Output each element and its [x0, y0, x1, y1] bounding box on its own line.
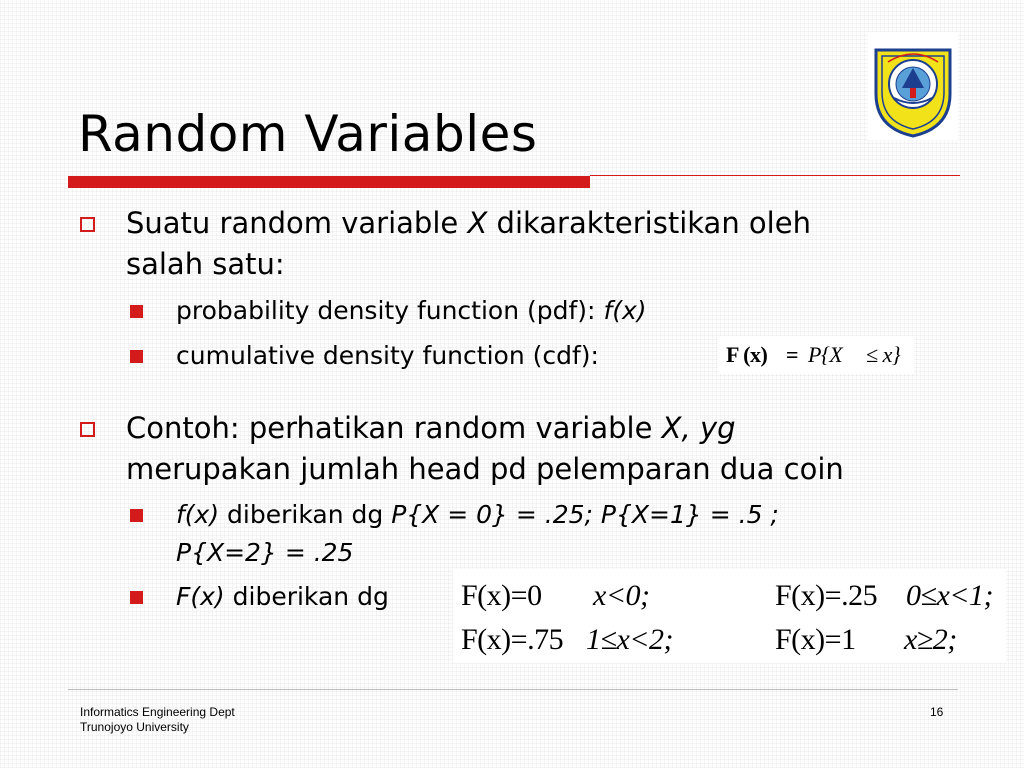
piecewise-r2-left-cond: 1≤x<2; [586, 623, 674, 656]
piecewise-r2-left: F(x)=.75 [461, 623, 564, 656]
slide-title: Random Variables [78, 105, 538, 163]
bullet-1-pre: Suatu random variable [126, 206, 468, 240]
pmf-values-2: P{X=2} = .25 [176, 538, 354, 567]
cdf-formula-lhs: F (x) [726, 342, 768, 367]
piecewise-r1-right-cond: 0≤x<1; [906, 579, 994, 612]
bullet-2-text [126, 408, 1006, 490]
bullet-1-sub-1 [176, 292, 647, 330]
pmf-label: diberikan dg [219, 500, 392, 529]
pmf-values-1: P{X = 0} = .25; P{X=1} = .5 ; [391, 500, 779, 529]
page-number: 16 [930, 705, 944, 719]
bullet-1-text [126, 203, 976, 285]
bullet-1-post: dikarakteristikan oleh [487, 206, 811, 240]
cdf-formula-rhs: P{X [808, 342, 843, 367]
cdf-formula-rel: ≤ x} [866, 342, 901, 367]
footer-department [80, 705, 235, 735]
cdf-given-label: diberikan dg [224, 582, 389, 611]
hollow-square-bullet-icon [80, 422, 95, 437]
pdf-expr: f(x) [603, 296, 647, 325]
pmf-expr: f(x) [176, 500, 220, 529]
bullet-1-line2: salah satu: [126, 247, 285, 281]
cdf-label: cumulative density function (cdf): [176, 341, 599, 370]
piecewise-r2-right: F(x)=1 [775, 623, 856, 656]
bullet-1-sub-2 [176, 337, 599, 375]
piecewise-r1-right: F(x)=.25 [775, 579, 878, 612]
pdf-label: probability density function (pdf): [176, 296, 604, 325]
title-underline-bar [68, 176, 590, 188]
bullet-2-pre: Contoh: perhatikan random variable [126, 411, 662, 445]
cdf-expr: F(x) [176, 582, 225, 611]
piecewise-r1-left-cond: x<0; [593, 579, 650, 612]
solid-square-bullet-icon [130, 509, 143, 522]
cdf-formula-eq: = [786, 342, 799, 367]
bullet-2-line2: merupakan jumlah head pd pelemparan dua coin [126, 452, 844, 486]
solid-square-bullet-icon [130, 350, 143, 363]
hollow-square-bullet-icon [80, 217, 95, 232]
cdf-formula [718, 336, 914, 374]
piecewise-r1-left: F(x)=0 [461, 579, 542, 612]
bullet-1-var: X [467, 206, 488, 240]
bullet-2-var: X, yg [661, 411, 736, 445]
footer-line-2: Trunojoyo University [80, 720, 189, 734]
piecewise-cdf-formula [453, 569, 1006, 663]
footer-line-1: Informatics Engineering Dept [80, 705, 235, 719]
title-underline-line [590, 175, 960, 176]
piecewise-r2-right-cond: x≥2; [904, 623, 957, 656]
bullet-2-sub-1 [176, 496, 976, 572]
bullet-2-sub-2 [176, 578, 389, 616]
university-logo [868, 32, 958, 140]
solid-square-bullet-icon [130, 305, 143, 318]
footer-divider [68, 689, 958, 690]
solid-square-bullet-icon [130, 591, 143, 604]
